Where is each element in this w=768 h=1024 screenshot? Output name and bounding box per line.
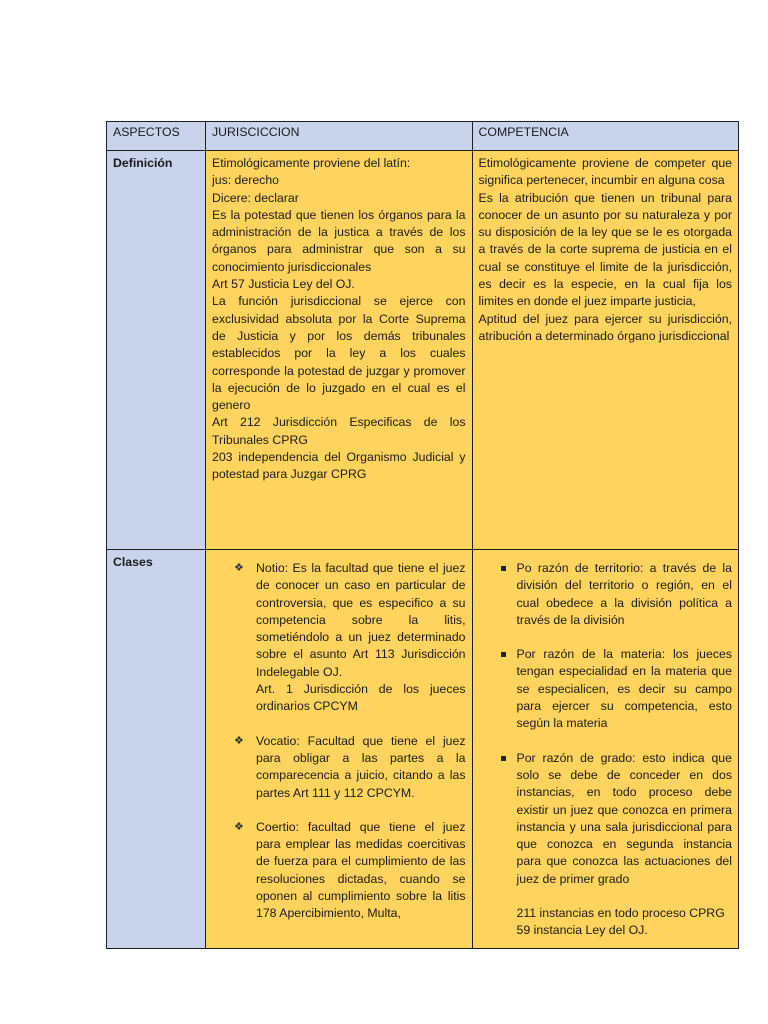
def-jur-line: La función jurisdiccional se ejerce con exclusividad absoluta por la Corte Suprema de Justicia y por los demás tribunales establecidos por la ley a los cuales corresponde la potestad de juzgar y promover la ejecución de lo juzgado en el cual es el genero <box>212 294 466 413</box>
def-jur-line: Etimológicamente proviene del latín: <box>212 156 411 170</box>
comparison-table <box>106 121 739 949</box>
diamond-bullet-icon: ❖ <box>234 562 244 574</box>
header-competencia: COMPETENCIA <box>472 122 739 151</box>
def-comp-line: Aptitud del juez para ejercer su jurisdicción, atribución a determinado órgano jurisdiccional <box>478 311 732 343</box>
list-item: ❖ Vocatio: Facultad que tiene el juez para obligar a las partes a la comparecencia a juicio, citando a las partes Art 111 y 112 CPCYM. <box>234 733 466 800</box>
list-item: Po razón de territorio: a través de la división del territorio o región, en el cual obedece a la división política a través de la división <box>479 560 733 629</box>
square-bullet-icon <box>501 566 506 571</box>
jurisdiccion-classes-list <box>212 560 466 923</box>
square-bullet-icon <box>501 756 506 761</box>
def-jur-line: Art 212 Jurisdicción Especificas de los Tribunales CPRG <box>212 415 466 447</box>
def-comp-line: Etimológicamente proviene de competer que significa pertenecer, incumbir en alguna cosa <box>478 156 732 188</box>
list-item: ❖ Coertio: facultad que tiene el juez para emplear las medidas coercitivas de fuerza para el cumplimiento de las resoluciones dictadas, cuando se oponen al cumplimiento sobre la litis 178 Apercibimiento, Multa, <box>234 819 466 921</box>
competencia-references <box>479 905 733 940</box>
row-label-definicion: Definición <box>107 151 206 550</box>
diamond-bullet-icon: ❖ <box>234 820 244 833</box>
cell-clases-competencia <box>472 550 739 949</box>
header-row <box>107 122 739 151</box>
cell-clases-jurisdiccion <box>206 550 473 949</box>
cell-definicion-jurisdiccion <box>206 151 473 550</box>
reference-line: 59 instancia Ley del OJ. <box>516 923 648 938</box>
cell-definicion-competencia <box>472 151 739 550</box>
header-aspectos: ASPECTOS <box>107 122 206 151</box>
def-jur-line: Art 57 Justicia Ley del OJ. <box>212 277 355 292</box>
list-item: Por razón de la materia: los jueces tengan especialidad en la materia que se especialicen, es decir su campo para ejercer su competencia, esto según la materia <box>479 646 733 732</box>
row-label-clases: Clases <box>107 550 206 949</box>
row-clases <box>107 550 739 949</box>
row-definicion <box>107 151 739 550</box>
reference-line: 211 instancias en todo proceso CPRG <box>516 906 725 921</box>
header-jurisdiccion: JURISCICCION <box>206 122 473 151</box>
diamond-bullet-icon: ❖ <box>234 734 244 747</box>
list-item: Por razón de grado: esto indica que solo se debe de conceder en dos instancias, en todo proceso debe existir un juez que conozca en primera instancia y una sala jurisdiccional para que conozca en segunda instancia para que conozca las actuaciones del juez de primer grado <box>479 750 733 888</box>
def-jur-line: 203 independencia del Organismo Judicial y potestad para Juzgar CPRG <box>212 450 466 482</box>
square-bullet-icon <box>501 652 506 657</box>
competencia-classes-list <box>479 560 733 888</box>
def-jur-line: Es la potestad que tienen los órganos para la administración de la justica a través de los órganos para administrar que son a su conocimiento jurisdiccionales <box>212 207 466 274</box>
list-item: ❖ Notio: Es la facultad que tiene el juez de conocer un caso en particular de controversia, que es especifico a su competencia sobre la litis, sometiéndolo a un juez determinado sobre el asunto Art 113 Jurisdicción Indelegable OJ. Art. 1 Jurisdicción de los jueces ordinarios CPCYM <box>234 561 466 714</box>
def-comp-line: Es la atribución que tienen un tribunal para conocer de un asunto por su naturaleza y por su disposición de la ley que se le es otorgada a través de la corte suprema de justicia en el cual se constituye el limite de la jurisdicción, es decir es la especie, en la cual fija los limites en donde el juez imparte justicia, <box>478 190 732 309</box>
def-jur-line: jus: derecho <box>212 173 279 188</box>
def-jur-line: Dicere: declarar <box>212 190 299 205</box>
